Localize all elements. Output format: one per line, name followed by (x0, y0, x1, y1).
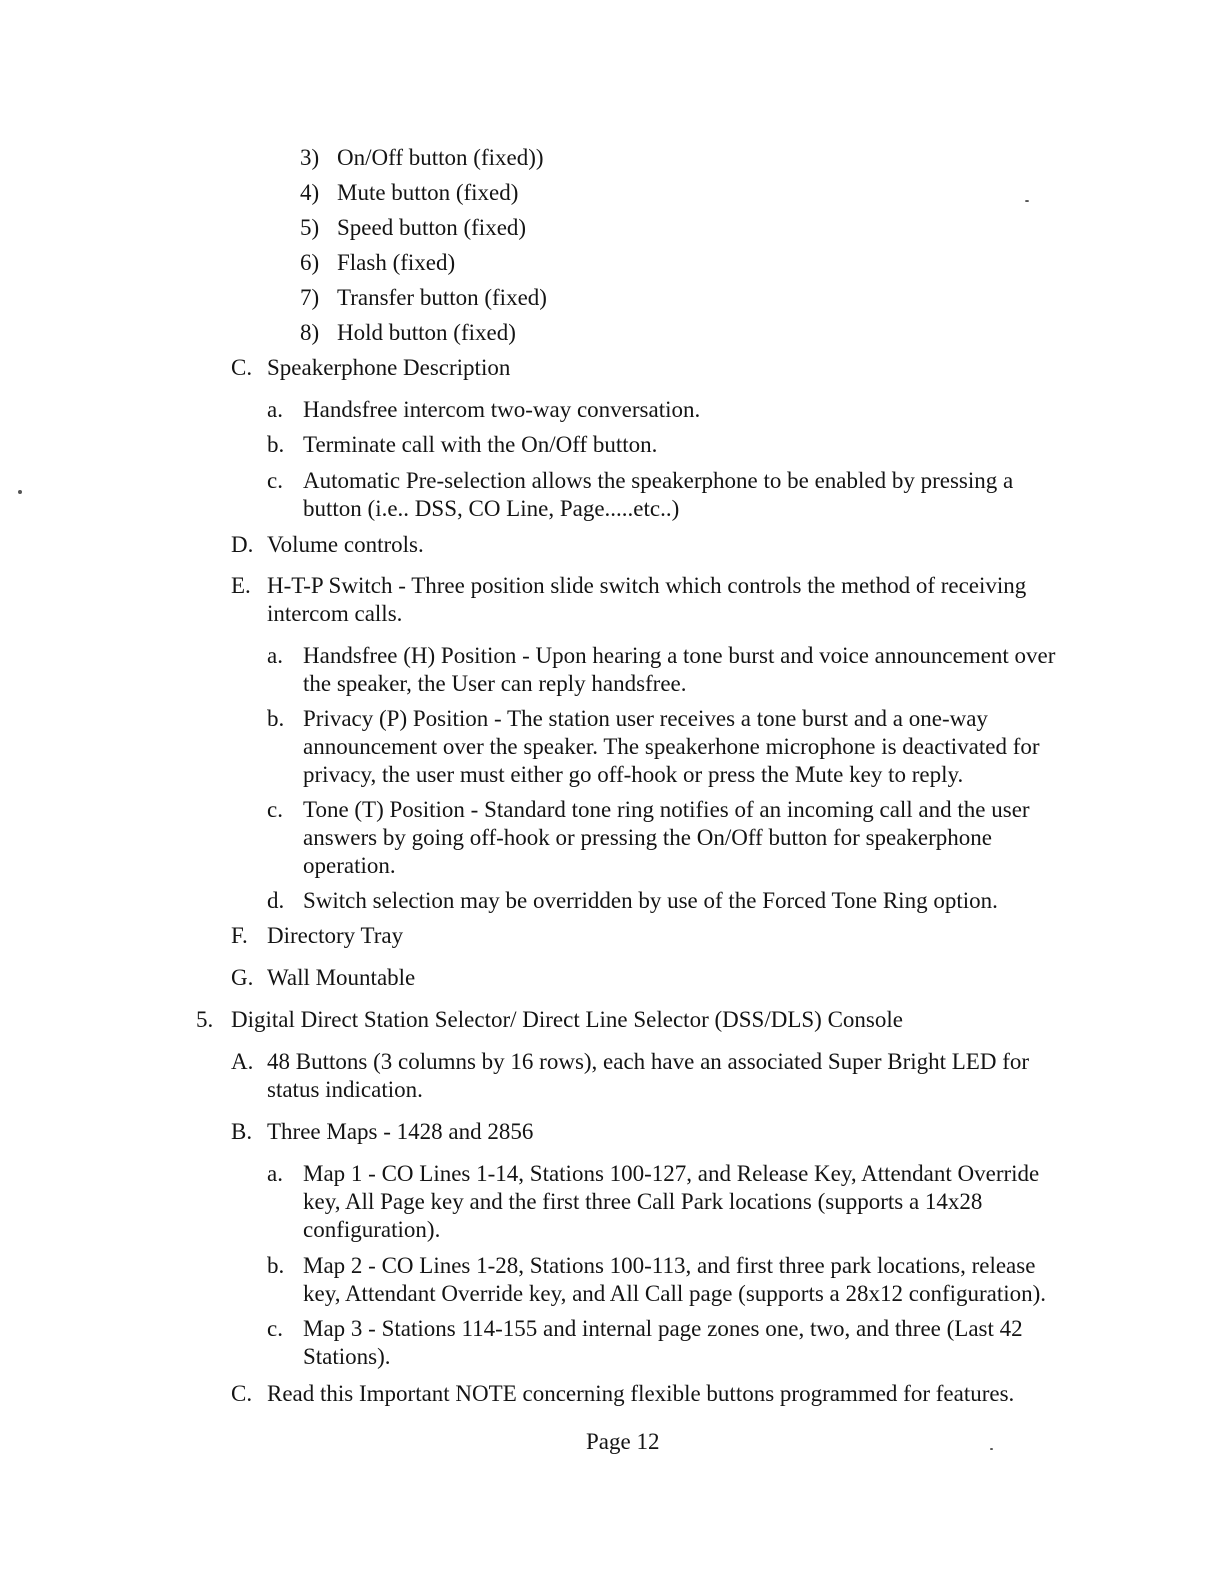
section-heading: Digital Direct Station Selector/ Direct Line Selector (DSS/DLS) Console (231, 1007, 903, 1032)
list-item-continuation: Stations). (303, 1344, 391, 1369)
page-number: Page 12 (586, 1429, 660, 1454)
list-item: Automatic Pre-selection allows the speakerphone to be enabled by pressing a (303, 468, 1014, 493)
section-marker: E. (231, 573, 251, 598)
section-heading: 48 Buttons (3 columns by 16 rows), each have an associated Super Bright LED for (267, 1049, 1030, 1074)
list-marker: 3) (300, 145, 320, 170)
list-item-continuation: key, Attendant Override key, and All Call page (supports a 28x12 configuration). (303, 1281, 1047, 1306)
section-marker: 5. (196, 1007, 214, 1032)
section-heading-continuation: intercom calls. (267, 601, 403, 626)
list-marker: 8) (300, 320, 320, 345)
list-item-continuation: button (i.e.. DSS, CO Line, Page.....etc..) (303, 496, 680, 521)
scan-speck (1025, 200, 1029, 202)
list-marker: a. (267, 397, 283, 422)
list-item: Hold button (fixed) (337, 320, 516, 345)
list-item: Speed button (fixed) (337, 215, 527, 240)
section-marker: F. (231, 923, 248, 948)
section-marker: C. (231, 1381, 253, 1406)
list-item: Mute button (fixed) (337, 180, 519, 205)
list-item: Handsfree (H) Position - Upon hearing a tone burst and voice announcement over (303, 643, 1056, 668)
list-item-continuation: announcement over the speaker. The speakerhone microphone is deactivated for (303, 734, 1040, 759)
section-heading: Directory Tray (267, 923, 404, 948)
section-heading: Three Maps - 1428 and 2856 (267, 1119, 534, 1144)
list-marker: c. (267, 468, 283, 493)
list-item: Switch selection may be overridden by use of the Forced Tone Ring option. (303, 888, 998, 913)
list-item: Map 2 - CO Lines 1-28, Stations 100-113, and first three park locations, release (303, 1253, 1036, 1278)
section-marker: B. (231, 1119, 253, 1144)
section-marker: C. (231, 355, 253, 380)
list-marker: 5) (300, 215, 320, 240)
list-item-continuation: answers by going off-hook or pressing the On/Off button for speakerphone (303, 825, 993, 850)
list-item: Privacy (P) Position - The station user receives a tone burst and a one-way (303, 706, 988, 731)
list-item: Tone (T) Position - Standard tone ring notifies of an incoming call and the user (303, 797, 1030, 822)
section-heading: Volume controls. (267, 532, 424, 557)
list-marker: a. (267, 643, 283, 668)
list-marker: b. (267, 706, 285, 731)
section-marker: A. (231, 1049, 254, 1074)
list-item: Map 3 - Stations 114-155 and internal page zones one, two, and three (Last 42 (303, 1316, 1023, 1341)
list-marker: d. (267, 888, 285, 913)
list-marker: 6) (300, 250, 320, 275)
list-marker: 4) (300, 180, 320, 205)
list-marker: 7) (300, 285, 320, 310)
section-heading: Speakerphone Description (267, 355, 511, 380)
list-item-continuation: operation. (303, 853, 396, 878)
list-marker: c. (267, 1316, 283, 1341)
section-heading: H-T-P Switch - Three position slide switch which controls the method of receiving (267, 573, 1027, 598)
list-marker: a. (267, 1161, 283, 1186)
list-item: On/Off button (fixed)) (337, 145, 544, 170)
list-marker: c. (267, 797, 283, 822)
section-marker: D. (231, 532, 254, 557)
list-item-continuation: the speaker, the User can reply handsfree. (303, 671, 687, 696)
scan-speck (990, 1448, 993, 1450)
scan-speck (18, 490, 22, 494)
list-item-continuation: key, All Page key and the first three Call Park locations (supports a 14x28 (303, 1189, 983, 1214)
list-item: Flash (fixed) (337, 250, 456, 275)
section-marker: G. (231, 965, 254, 990)
list-item: Terminate call with the On/Off button. (303, 432, 658, 457)
section-heading: Wall Mountable (267, 965, 416, 990)
list-marker: b. (267, 432, 285, 457)
section-heading-continuation: status indication. (267, 1077, 423, 1102)
list-item: Handsfree intercom two-way conversation. (303, 397, 701, 422)
list-item-continuation: configuration). (303, 1217, 441, 1242)
list-item: Map 1 - CO Lines 1-14, Stations 100-127, and Release Key, Attendant Override (303, 1161, 1040, 1186)
list-marker: b. (267, 1253, 285, 1278)
list-item-continuation: privacy, the user must either go off-hook or press the Mute key to reply. (303, 762, 964, 787)
section-heading: Read this Important NOTE concerning flexible buttons programmed for features. (267, 1381, 1015, 1406)
list-item: Transfer button (fixed) (337, 285, 547, 310)
